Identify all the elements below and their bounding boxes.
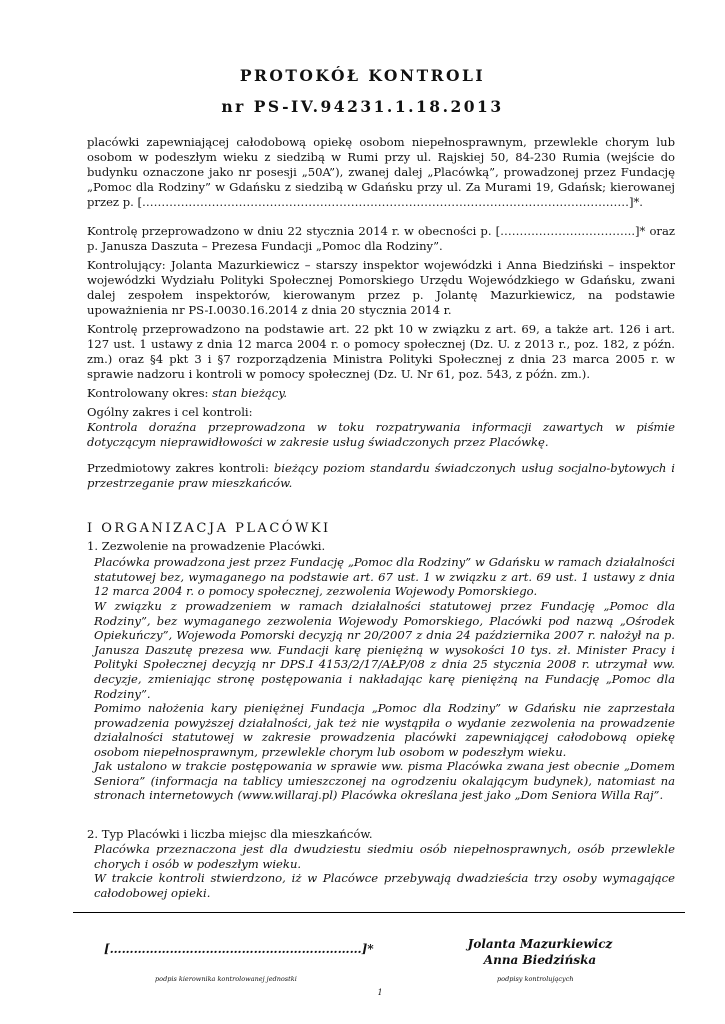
item-2-paragraph-2: W trakcie kontroli stwierdzono, iż w Placówce przebywają dwadzieścia trzy osoby wymagające całodobowej opieki. (94, 871, 675, 900)
intro-paragraph-1 (87, 135, 675, 210)
caption-manager-signature: podpis kierownika kontrolowanej jednostki (155, 975, 297, 983)
subject-scope (87, 461, 675, 491)
item-1-heading: 1. Zezwolenie na prowadzenie Placówki. (87, 539, 326, 553)
item-2-heading: 2. Typ Placówki i liczba miejsc dla mieszkańców. (87, 827, 373, 841)
item-2-paragraph-1: Placówka przeznaczona jest dla dwudziestu siedmiu osób niepełnosprawnych, osób przewlekle chorych i osób w podeszłym wieku. (94, 842, 675, 871)
intro-paragraph-3 (87, 258, 675, 318)
signature-name-1: Jolanta Mazurkiewicz (467, 937, 613, 951)
signature-name-2: Anna Biedzińska (483, 953, 597, 967)
signature-names-right (440, 936, 640, 968)
controlled-period-value: stan bieżący. (212, 386, 288, 400)
controlled-period (87, 386, 675, 401)
intro-p3-text: Kontrolujący: Jolanta Mazurkiewicz – starszy inspektor wojewódzki i Anna Biedziński – inspektor wojewódzki Wydziału Polityki Społecznej Pomorskiego Urzędu Wojewódzkiego w Gdańsku, zwani dalej zespołem inspektorów, kierowanym przez p. Jolantę Mazurkiewicz, na podstawie upoważnienia nr PS-I.0030.16.2014 z dnia 20 stycznia 2014 r. (87, 258, 675, 317)
footer-divider (73, 912, 685, 913)
controlled-period-label: Kontrolowany okres: (87, 386, 209, 400)
caption-inspectors-signatures: podpisy kontrolujących (497, 975, 574, 983)
intro-p1-text: placówki zapewniającej całodobową opiekę osobom niepełnosprawnym, przewlekle chorym lub osobom w podeszłym wieku z siedzibą w Rumi przy ul. Rajskiej 50, 84-230 Rumia (wejście do budynku oznaczone jako nr posesji „50A”), zwanej dalej „Placówką”, prowadzonej przez Fundację „Pomoc dla Rodziny” w Gdańsku z siedzibą w Gdańsku przy ul. Za Murami 19, Gdańsk; kierowanej przez p. [………………………………………………………………………………………………………………]*. (87, 135, 675, 209)
item-1-paragraph-2: W związku z prowadzeniem w ramach działalności statutowej przez Fundację „Pomoc dla Rodziny”, bez wymaganego zezwolenia Wojewody Pomorskiego, Placówki pod nazwą „Ośrodek Opiekuńczy”, Wojewoda Pomorski decyzją nr 20/2007 z dnia 24 października 2007 r. nałożył na p. Janusza Daszutę prezesa ww. Fundacji karę pieniężną w wysokości 10 tys. zł. Minister Pracy i Polityki Społecznej decyzją nr DPS.I 4153/2/17/AŁP/08 z dnia 25 stycznia 2008 r. utrzymał ww. decyzje, zmieniając stronę postępowania i nakładając karę pieniężną na Fundację „Pomoc dla Rodziny”. (94, 599, 675, 701)
subject-scope-label: Przedmiotowy zakres kontroli: (87, 461, 269, 475)
signature-placeholder-left: [………………………………………………………]* (104, 942, 374, 956)
general-scope-label: Ogólny zakres i cel kontroli: (87, 405, 253, 419)
document-number: nr PS-IV.94231.1.18.2013 (221, 97, 504, 116)
intro-paragraph-4 (87, 322, 675, 382)
section-heading-organization: I ORGANIZACJA PLACÓWKI (87, 521, 331, 536)
intro-paragraph-2 (87, 224, 675, 254)
item-1-paragraph-1: Placówka prowadzona jest przez Fundację „Pomoc dla Rodziny” w Gdańsku w ramach działalności statutowej bez, wymaganego na podstawie art. 67 ust. 1 w związku z art. 69 ust. 1 ustawy z dnia 12 marca 2004 r. o pomocy społecznej, zezwolenia Wojewody Pomorskiego. (94, 555, 675, 599)
general-scope-value: Kontrola doraźna przeprowadzona w toku rozpatrywania informacji zawartych w piśmie dotyczącym nieprawidłowości w zakresie usług świadczonych przez Placówkę. (87, 420, 675, 449)
page-number: 1 (377, 988, 383, 997)
general-scope (87, 405, 675, 450)
item-1-paragraph-4: Jak ustalono w trakcie postępowania w sprawie ww. pisma Placówka zwana jest obecnie „Domem Seniora” (informacja na tablicy umieszczonej na ogrodzeniu okalającym budynek), natomiast na stronach internetowych (www.willaraj.pl) Placówka określana jest jako „Dom Seniora Willa Raj”. (94, 759, 675, 803)
intro-p2-text: Kontrolę przeprowadzono w dniu 22 stycznia 2014 r. w obecności p. [……………………………..]* oraz p. Janusza Daszuta – Prezesa Fundacji „Pomoc dla Rodziny”. (87, 224, 675, 253)
document-title: PROTOKÓŁ KONTROLI (239, 66, 486, 85)
subject-scope-value: bieżący poziom standardu świadczonych usług socjalno-bytowych i przestrzeganie praw mieszkańców. (87, 461, 675, 490)
intro-p4-text: Kontrolę przeprowadzono na podstawie art. 22 pkt 10 w związku z art. 69, a także art. 126 i art. 127 ust. 1 ustawy z dnia 12 marca 2004 r. o pomocy społecznej (Dz. U. z 2013 r., poz. 182, z późn. zm.) oraz §4 pkt 3 i §7 rozporządzenia Ministra Polityki Społecznej z dnia 23 marca 2005 r. w sprawie nadzoru i kontroli w pomocy społecznej (Dz. U. Nr 61, poz. 543, z późn. zm.). (87, 322, 675, 381)
item-1-paragraph-3: Pomimo nałożenia kary pieniężnej Fundacja „Pomoc dla Rodziny” w Gdańsku nie zaprzestała prowadzenia powyższej działalności, jak też nie wystąpiła o wydanie zezwolenia na prowadzenie działalności statutowej w zakresie prowadzenia placówki zapewniającej całodobową opiekę osobom niepełnosprawnym, przewlekle chorym lub osobom w podeszłym wieku. (94, 701, 675, 759)
